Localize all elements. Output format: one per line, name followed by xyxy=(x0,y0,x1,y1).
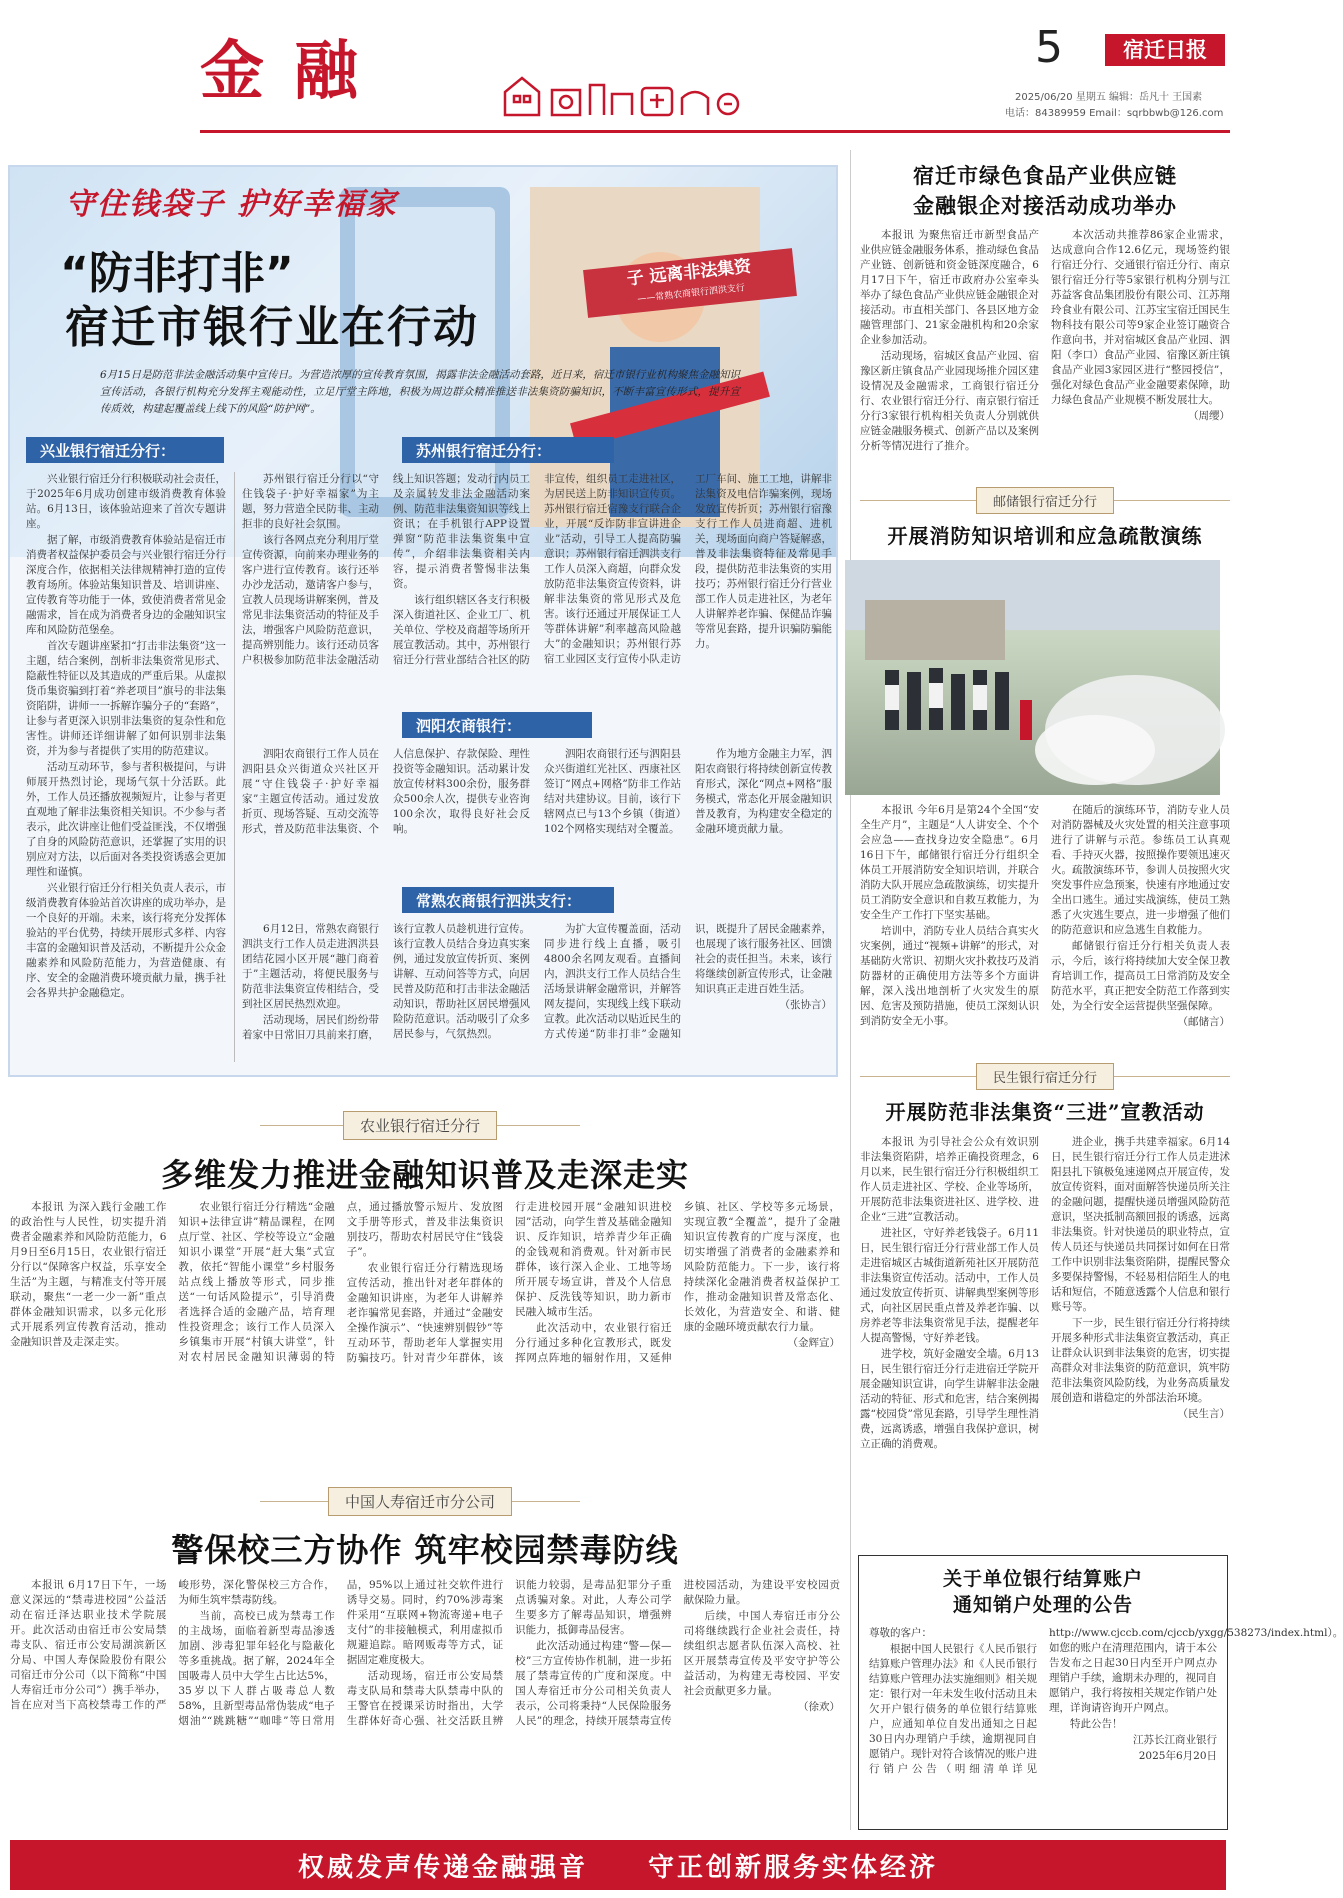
footer-slogan-right: 守正创新服务实体经济 xyxy=(648,1852,939,1883)
notice-date: 2025年6月20日 xyxy=(1138,1750,1217,1762)
cib-text: 兴业银行宿迁分行积极联动社会责任，于2025年6月成功创建市级消费教育体验站。6月13日，该体验站迎来了首次专题讲座。 据了解，市级消费教育体验站是宿迁市消费者权益保护委员会与兴业银行宿迁分行深度合作，依据相关法律规精神打造的宣传教育场所。体验站集知识普及、培训讲座、宣传教育等功能于一体，致使消费者常见金融需求，旨在成为消费者身边的金融知识宝库和风险防范堡垒。 首次专题讲座紧扣“打击非法集资”这一主题，结合案例，剖析非法集资常见形式、隐蔽性特征以及其造成的严重后果。从虚拟货币集资骗到打着“养老项目”旗号的非法集资陷阱，讲师一一拆解诈骗分子的“套路”，让参与者更深入识别非法集资的复杂性和危害性。讲师还详细讲解了如何识别非法集资，并为参与者提供了实用的防范建议。 活动互动环节，参与者积极提问，与讲师展开热烈讨论，现场气氛十分活跃。此外，工作人员还播放视频短片，让参与者更直观地了解非法集资相关知识。不少参与者表示，此次讲座让他们受益匪浅，不仅增强了自身的风险防范意识，还掌握了实用的识别应对方法，以后面对各类投资诱惑会更加理性和谨慎。 兴业银行宿迁分行相关负责人表示，市级消费教育体验站首次讲座的成功举办，是一个良好的开端。未来，该行将充分发挥体验站的平台优势，持续开展形式多样、内容丰富的金融知识普及活动，不断提升公众金融素养和风险防范能力，为营造健康、有序、安全的金融消费环境贡献力量，携手社会各界共护金融稳定。 xyxy=(26,473,226,999)
finance-skyline-icon xyxy=(500,70,750,120)
cmbc-label-bar xyxy=(860,1063,1230,1089)
green-byline: （周缨） xyxy=(1188,410,1230,422)
footer-banner xyxy=(10,1840,1226,1890)
hero-headline-2: 宿迁市银行业在行动 xyxy=(65,302,479,353)
photo-banner-sub: ——常熟农商银行泗洪支行 xyxy=(636,283,746,305)
psbc-photo xyxy=(845,560,1220,795)
cmbc-text: 本报讯 为引导社会公众有效识别非法集资陷阱，培养正确投资理念，6月以来，民生银行宿迁分行积极组织工作人员走进社区、学校、企业等场所，开展防范非法集资进社区、进学校、进企业“三进”宣教活动。 进社区，守好养老钱袋子。6月11日，民生银行宿迁分行营业部工作人员走进宿城区古城街道新苑社区开展防范非法集资宣传活动。活动中，工作人员通过发放宣传折页、讲解典型案例等形式，向社区居民重点普及养老诈骗、以房养老等非法集资常见手法，提醒老年人提高警惕，守好养老钱。 进学校，筑好金融安全墙。6月13日，民生银行宿迁分行走进宿迁学院开展金融知识宣讲，向学生讲解非法金融活动的特征、形式和危害，结合案例揭露“校园贷”常见套路，引导学生理性消费，远离诱惑，增强自我保护意识，树立正确的消费观。 进企业，携手共建幸福家。6月14日，民生银行宿迁分行工作人员走进沭阳县扎下镇极兔速递网点开展宣传，发放宣传资料，面对面解答快递员所关注的金融问题，提醒快递员增强风险防范意识，坚决抵制高额回报的诱惑，远离非法集资。针对快递员的职业特点，宣传人员还与快递员共同探讨如何在日常工作中识别非法集资陷阱，提醒民警众多要保持警惕，不轻易相信陌生人的电话和短信，不随意透露个人信息和银行账号等。 下一步，民生银行宿迁分行将持续开展多种形式非法集资宣教活动，真正让群众认识到非法集资的危害，切实提高群众对非法集资的防范意识，筑牢防范非法集资风险防线，为业务高质量发展创造和谐稳定的外部法治环境。 （民生言） xyxy=(860,1136,1230,1450)
notice-salutation: 尊敬的客户： xyxy=(869,1627,932,1639)
lead-paragraph: 6月15日是防范非法金融活动集中宣传日。为营造浓厚的宣传教育氛围，揭露非法金融活动套路，近日来，宿迁市银行业机构聚焦金融知识宣传活动，各银行机构充分发挥主观能动性，立足厅堂主阵地，积极为周边群众精准推送非法集资防骗知识，不断丰富宣传形式，提升宣传质效，构建起覆盖线上线下的风险“防护网”。 xyxy=(100,369,740,415)
green-text: 本报讯 为聚焦宿迁市新型食品产业供应链金融服务体系，推动绿色食品产业链、创新链和资金链深度融合，6月17日下午，宿迁市政府办公室牵头举办了绿色食品产业供应链金融银企对接活动。市直相关部门、各县区地方金融管理部门、21家金融机构和20余家企业参加活动。 活动现场，宿城区食品产业园、宿豫区新庄镇食品产业园现场推介园区建设情况及金融需求，工商银行宿迁分行、农业银行宿迁分行、南京银行宿迁分行3家银行机构相关负责人分别就供应链金融服务模式、创新产品以及案例分析等情况进行了推介。 本次活动共推荐86家企业需求，达成意向合作12.6亿元，现场签约银行宿迁分行、交通银行宿迁分行、南京银行宿迁分行等5家银行机构分别与江苏益客食品集团股份有限公司、江苏翔玲食业有限公司、江苏宝宝宿迁国民生物科技有限公司等9家企业签订融资合作意向书，并对宿城区食品产业园、泗阳（李口）食品产业园、宿豫区新庄镇食品产业园3家园区进行“整园授信”，强化对绿色食品产业金融要素保障，助力绿色食品产业规模不断发展壮大。 （周缨） xyxy=(860,229,1230,452)
section-title: 金融 xyxy=(200,34,388,109)
notice-title-2: 通知销户处理的公告 xyxy=(952,1594,1133,1616)
siyang-text: 泗阳农商银行工作人员在泗阳县众兴街道众兴社区开展“守住钱袋子·护好幸福家”主题宣传活动。通过发放折页、现场答疑、互动交流等形式，普及防范非法集资、个人信息保护、存款保险、理性投资等金融知识。活动累计发放宣传材料300余份，服务群众500余人次，提供专业咨询100余次，取得良好社会反响。 泗阳农商银行还与泗阳县众兴街道红光社区、西康社区签订“网点+网格”防非工作站结对共建协议。目前，该行下辖网点已与13个乡镇（街道）102个网格实现结对全覆盖。 作为地方金融主力军，泗阳农商银行将持续创新宣传教育形式，深化“网点+网格”服务模式，常态化开展金融知识普及教育，为构建安全稳定的金融环境贡献力量。 xyxy=(242,748,832,835)
drill-scene-illustration xyxy=(845,560,1220,795)
notice-text: 根据中国人民银行《人民币银行结算账户管理办法》和《人民币银行结算账户管理办法实施细则》相关规定：银行对一年未发生收付活动且未欠开户银行债务的单位银行结算账户，应通知单位自发出通知之日起30日内办理销户手续，逾期视同自愿销户。现针对符合该情况的账户进行销户公告（明细清单详见http://www.cjccb.com/cjccb/yxgg/538273/index.html）。如您的账户在清理范围内，请于本公告发布之日起30日内至开户网点办理销户手续，逾期未办理的，视同自愿销户，我行将按相关规定作销户处理，详询请咨询开户网点。 xyxy=(869,1627,1343,1775)
green-headline-2: 金融银企对接活动成功举办 xyxy=(913,193,1177,218)
date-line: 2025/06/20 星期五 编辑：岳凡十 王国素 xyxy=(1015,92,1203,103)
psbc-text: 本报讯 今年6月是第24个全国“安全生产月”，主题是“人人讲安全、个个会应急——查找身边安全隐患”。6月16日下午，邮储银行宿迁分行组织全体员工开展消防安全知识培训，并联合消防大队开展应急疏散演练，切实提升员工消防安全意识和自救互救能力，为安全生产工作打下坚实基础。 培训中，消防专业人员结合真实火灾案例，通过“视频+讲解”的形式，对基础防火常识、初期火灾扑救技巧及消防器材的正确使用方法等多个方面讲解，深入浅出地剖析了火灾发生的原因、危害及预防措施，使员工深刻认识到消防安全无小事。 在随后的演练环节，消防专业人员对消防器械及火灾处置的相关注意事项进行了讲解与示范。参练员工认真观看、手持灭火器，按照操作要领迅速灭火。疏散演练环节，参训人员按照火灾突发事件应急预案，快速有序地通过安全出口逃生。通过实战演练，使员工熟悉了火灾逃生要点，进一步增强了他们的防范意识和应急逃生自救能力。 邮储银行宿迁分行相关负责人表示，今后，该行将持续加大安全保卫教育培训工作，提高员工日常消防及安全防范水平，真正把安全防范工作落到实处，为全行安全运营提供坚强保障。 （邮储言） xyxy=(860,804,1230,1028)
masthead-rule xyxy=(200,130,1230,133)
cmbc-label: 民生银行宿迁分行 xyxy=(976,1063,1114,1090)
photo-banner-text: 子 远离非法集资 xyxy=(625,256,753,290)
tag-changshu: 常熟农商银行泗洪支行： xyxy=(402,887,614,913)
psbc-label-bar xyxy=(860,487,1230,513)
changshu-byline: （张协言） xyxy=(779,999,832,1011)
psbc-byline: （邮储言） xyxy=(1177,1016,1230,1028)
life-label-bar xyxy=(260,1488,580,1514)
life-text: 本报讯 6月17日下午，一场意义深远的“禁毒进校园”公益活动在宿迁泽达职业技术学院展开。此次活动由宿迁市公安局禁毒支队、宿迁市公安局湖滨新区分局、中国人寿保险股份有限公司宿迁市分公司（以下简称“中国人寿宿迁市分公司”）携手举办，旨在应对当下高校禁毒工作的严峻形势，深化警保校三方合作，为师生筑牢禁毒防线。 当前，高校已成为禁毒工作的主战场，面临着新型毒品渗透加剧、涉毒犯罪年轻化与隐蔽化等多重挑战。据了解，2024年全国吸毒人员中大学生占比达5%，35岁以下人群占吸毒总人数58%，且新型毒品常伪装成“电子烟油”“跳跳糖”“咖啡”等日常用品，95%以上通过社交软件进行诱导交易。同时，约70%涉毒案件采用“互联网+物流寄递+电子支付”的非接触模式，利用虚拟币规避追踪。暗网贩毒等方式，证据固定难度极大。 活动现场，宿迁市公安局禁毒支队局和禁毒大队禁毒中队的王警官在授课采访时指出，大学生群体好奇心强、社交活跃且辨识能力较弱，是毒品犯罪分子重点诱骗对象。对此，人寿公司学生要多方了解毒品知识，增强辨识能力，抵御毒品侵害。 此次活动通过构建“警—保—校”三方宣传协作机制，进一步拓展了禁毒宣传的广度和深度。中国人寿宿迁市分公司相关负责人表示，公司将秉持“人民保险服务人民”的理念，持续开展禁毒宣传进校园活动，为建设平安校园贡献保险力量。 后续，中国人寿宿迁市分公司将继续践行企业社会责任，持续组织志愿者队伍深入高校、社区开展禁毒宣传及平安守护等公益活动，为构建无毒校园、平安社会贡献更多力量。 （徐欢） xyxy=(10,1579,840,1727)
abc-byline: （金辉宣） xyxy=(787,1337,840,1349)
hero-headline-1: “防非打非” xyxy=(60,248,294,299)
tag-siyang: 泗阳农商银行： xyxy=(402,712,592,738)
psbc-headline: 开展消防知识培训和应急疏散演练 xyxy=(887,524,1203,548)
abc-label-bar xyxy=(260,1112,580,1138)
contact-line: 电话：84389959 Email：sqrbbwb@126.com xyxy=(1005,108,1224,119)
abc-label: 农业银行宿迁分行 xyxy=(343,1111,497,1140)
tag-cib: 兴业银行宿迁分行： xyxy=(26,437,224,463)
notice-title-1: 关于单位银行结算账户 xyxy=(942,1568,1143,1590)
notice-body xyxy=(869,1626,1343,1816)
page-number: 5 xyxy=(1035,22,1063,73)
masthead xyxy=(0,0,1236,140)
life-byline: （徐欢） xyxy=(797,1701,840,1713)
abc-headline: 多维发力推进金融知识普及走深走实 xyxy=(160,1156,689,1194)
abc-text: 本报讯 为深入践行金融工作的政治性与人民性，切实提升消费者金融素养和风险防范能力，6月9日至6月15日，农业银行宿迁分行以“保障客户权益，乐享安全生活”为主题，与精准支付等开展联动，聚焦“一老一少一新”重点群体金融知识需求，以多元化形式开展系列宣传教育活动，推动金融知识普及走深走实。 农业银行宿迁分行精选“金融知识+法律宣讲”精品课程，在网点厅堂、社区、学校等设立“金融知识小课堂”开展“赶大集”式宣教，依托“智能小课堂”乡村服务站点线上播放等形式，同步推送“一句话风险提示”，引导消费者选择合适的金融产品，培育理性投资理念；该行工作人员深入乡镇集市开展“村镇大讲堂”，针对农村居民金融知识薄弱的特点，通过播放警示短片、发放图文手册等形式，普及非法集资识别技巧，帮助农村居民守住“钱袋子”。 农业银行宿迁分行精选现场宣传活动，推出针对老年群体的金融知识讲座，为老年人讲解养老诈骗常见套路，并通过“金融安全操作演示”、“快速辨别假钞”等互动环节，帮助老年人掌握实用防骗技巧。针对青少年群体，该行走进校园开展“金融知识进校园”活动，向学生普及基础金融知识、反诈知识，培养青少年正确的金钱观和消费观。针对新市民群体，该行深入企业、工地等场所开展专场宣讲，普及个人信息保护、反洗钱等知识，助力新市民融入城市生活。 此次活动中，农业银行宿迁分行通过多种化宣教形式，既发挥网点阵地的辐射作用，又延伸乡镇、社区、学校等多元场景，实现宣教“全覆盖”，提升了金融知识宣传教育的广度与深度，也切实增强了消费者的金融素养和风险防范能力。下一步，该行将持续深化金融消费者权益保护工作，推动金融知识普及常态化、长效化，为营造安全、和谐、健康的金融环境贡献农行力量。 （金辉宣） xyxy=(10,1201,840,1364)
green-headline-1: 宿迁市绿色食品产业供应链 xyxy=(913,163,1177,188)
notice-signature: 江苏长江商业银行 xyxy=(1133,1734,1217,1746)
paper-logo: 宿迁日报 xyxy=(1105,34,1225,66)
tag-suzhou: 苏州银行宿迁分行： xyxy=(402,437,614,463)
notice-box xyxy=(858,1555,1343,1830)
suzhou-text: 苏州银行宿迁分行以“守住钱袋子·护好幸福家”为主题，努力营造全民防非、主动拒非的良好社会氛围。 该行各网点充分利用厅堂宣传资源，向前来办理业务的客户进行宣传教育。该行还举办沙龙活动，邀请客户参与，宣教人员现场讲解案例，普及常见非法集资活动的特征及手法，增强客户风险防范意识，提高辨别能力。该行还动员客户积极参加防范非法金融活动线上知识答题；发动行内员工及亲属转发非法金融活动案例、防范非法集资知识等线上资讯；在手机银行APP设置弹窗“防范非法集资集中宣传”，介绍非法集资相关内容，提示消费者警惕非法集资。 该行组织辖区各支行积极深入街道社区、企业工厂、机关单位、学校及商超等场所开展宣教活动。其中，苏州银行宿迁分行营业部结合社区的防非宣传，组织员工走进社区，为居民送上防非知识宣传页。苏州银行宿迁宿豫支行联合企业，开展“反诈防非宣讲进企业”活动，引导工人提高防骗意识；苏州银行宿迁泗洪支行工作人员深入商超，向群众发放防范非法集资宣传资料，讲解非法集资的常见形式及危害。该行还通过开展保证工人等群体讲解”利率越高风险越大”的金融知识；苏州银行苏宿工业园区支行宣传小队走访工厂车间、施工工地，讲解非法集资及电信诈骗案例，现场发放宣传折页；苏州银行宿豫支行工作人员进商超、进机关，现场面向商户答疑解惑，普及非法集资特征及常见手段，提供防范非法集资的实用技巧；苏州银行宿迁分行营业部工作人员走进社区，为老年人讲解养老诈骗、保健品诈骗等常见套路，提升识骗防骗能力。 xyxy=(242,473,832,666)
psbc-label: 邮储银行宿迁分行 xyxy=(976,487,1114,514)
hero-slogan: 守住钱袋子 护好幸福家 xyxy=(65,187,398,222)
cmbc-byline: （民生言） xyxy=(1177,1408,1230,1420)
cmbc-headline: 开展防范非法集资“三进”宣教活动 xyxy=(885,1100,1205,1124)
life-label: 中国人寿宿迁市分公司 xyxy=(328,1487,512,1516)
notice-closing: 特此公告！ xyxy=(1070,1718,1123,1730)
footer-slogan-left: 权威发声传递金融强音 xyxy=(297,1852,588,1883)
feature-box xyxy=(8,165,838,1077)
changshu-text: 6月12日，常熟农商银行泗洪支行工作人员走进泗洪县团结花园小区开展“趣门商着于”主题活动，将便民服务与防范非法集资宣传相结合，受到社区居民热烈欢迎。 活动现场，居民们纷纷带着家中日常旧刀具前来打磨，该行宣教人员趁机进行宣传。该行宣教人员结合身边真实案例，通过发放宣传折页、案例讲解、互动问答等方式，向居民普及防范和打击非法金融活动知识，帮助社区居民增强风险防范意识。活动吸引了众多居民参与，气氛热烈。 为扩大宣传覆盖面，活动同步进行线上直播，吸引4800余名网友观看。直播间内，泗洪支行工作人员结合生活场景讲解金融常识，并解答网友提问，实现线上线下联动宣教。此次活动以贴近民生的方式传递“防非打非”金融知识，既提升了居民金融素养，也展现了该行服务社区、回馈社会的责任担当。未来，该行将继续创新宣传形式，让金融知识真正走进百姓生活。 （张协言） xyxy=(242,923,832,1041)
life-headline: 警保校三方协作 筑牢校园禁毒防线 xyxy=(171,1531,679,1569)
